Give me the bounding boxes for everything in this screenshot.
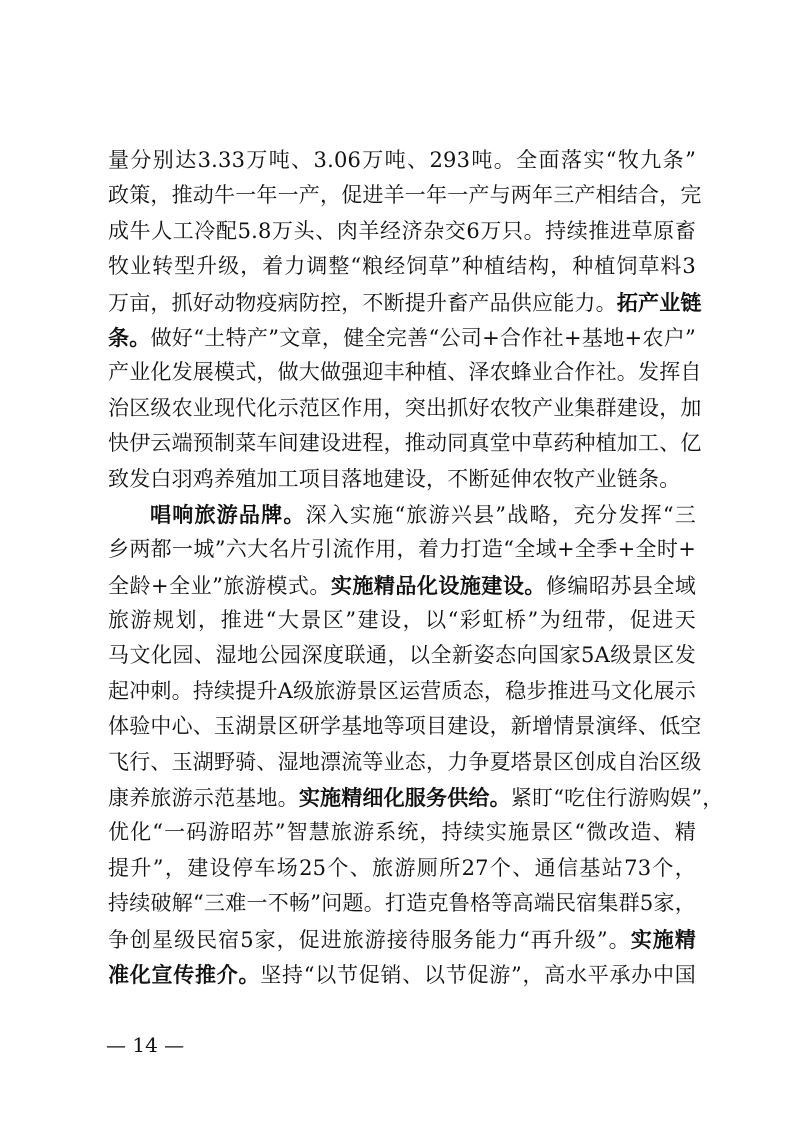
body-text: [108, 143, 724, 992]
text-run: 政策，推动牛一年一产，促进羊一年一产与两年三产相结合，完: [108, 183, 702, 208]
paragraph-tourism: [108, 497, 724, 992]
text-line: [108, 745, 702, 780]
text-run: 产业化发展模式，做大做强迎丰种植、泽农蜂业合作社。发挥自: [108, 360, 702, 385]
text-run: 致发白羽鸡养殖加工项目落地建设，不断延伸农牧产业链条。: [108, 466, 681, 491]
text-run: 快伊云端预制菜车间建设进程，推动同真堂中草药种植加工、亿: [108, 431, 702, 456]
text-line: [108, 815, 696, 850]
bold-heading-run: 实施精品化设施建设。: [330, 572, 546, 598]
text-line: [108, 851, 696, 886]
text-line: [108, 285, 702, 320]
text-line: [108, 214, 696, 249]
text-run: 坚持“以节促销、以节促游”，高水平承办中国: [260, 962, 697, 987]
text-run: 万亩，抓好动物疫病防控，不断提升畜产品供应能力。: [108, 290, 617, 315]
text-run: 牧业转型升级，着力调整“粮经饲草”种植结构，种植饲草料3: [108, 254, 696, 279]
text-run: 争创星级民宿5家，促进旅游接待服务能力“再升级”。: [108, 927, 631, 952]
text-run: 紧盯“吃住行游购娱”，: [510, 786, 724, 811]
text-line: [108, 568, 696, 603]
text-run: 治区级农业现代化示范区作用，突出抓好农牧产业集群建设，加: [108, 395, 702, 420]
text-run: 飞行、玉湖野骑、湿地漂流等业态，力争夏塔景区创成自治区级: [108, 749, 702, 774]
text-run: 提升”，建设停车场25个、旅游厕所27个、通信基站73个，: [108, 855, 696, 880]
text-line: [108, 674, 696, 709]
text-run: 做好“土特产”文章，健全完善“公司+合作社+基地+农户”: [150, 325, 696, 350]
bold-heading-run: 条。: [108, 324, 151, 350]
text-line: [108, 886, 696, 921]
text-line: [108, 391, 702, 426]
text-line: [108, 638, 696, 673]
paragraph-livestock: [108, 143, 702, 497]
text-line: [108, 355, 702, 390]
text-line: [108, 497, 696, 532]
text-run: 全龄+全业”旅游模式。: [108, 573, 331, 598]
text-line: [108, 957, 696, 992]
text-run: 马文化园、湿地公园深度联通，以全新姿态向国家5A级景区发: [108, 643, 696, 668]
text-line: [108, 532, 696, 567]
text-run: 乡两都一城”六大名片引流作用，着力打造“全域+全季+全时+: [108, 537, 696, 562]
text-run: 旅游规划，推进“大景区”建设，以“彩虹桥”为纽带，促进天: [108, 608, 696, 633]
bold-heading-run: 准化宣传推介。: [108, 961, 261, 987]
bold-heading-run: 拓产业链: [616, 289, 702, 315]
text-run: 起冲刺。持续提升A级旅游景区运营质态，稳步推进马文化展示: [108, 678, 696, 703]
text-run: 深入实施“旅游兴县”战略，充分发挥“三: [305, 502, 696, 527]
text-run: 量分别达3.33万吨、3.06万吨、293吨。全面落实“牧九条”: [108, 148, 696, 172]
text-run: 持续破解“三难一不畅”问题。打造克鲁格等高端民宿集群5家，: [108, 891, 696, 916]
text-line: [108, 249, 696, 284]
text-line: [108, 462, 696, 497]
text-run: 优化“一码游昭苏”智慧旅游系统，持续实施景区“微改造、精: [108, 820, 696, 845]
text-line: [108, 143, 696, 178]
text-line: [108, 178, 702, 213]
text-run: 成牛人工冷配5.8万头、肉羊经济杂交6万只。持续推进草原畜: [108, 218, 696, 243]
text-line: [108, 922, 696, 957]
text-line: [108, 426, 702, 461]
text-line: [108, 780, 724, 815]
text-line: [108, 603, 696, 638]
page-number: — 14 —: [106, 1033, 185, 1057]
text-line: [108, 709, 702, 744]
text-run: 康养旅游示范基地。: [108, 786, 299, 811]
bold-heading-run: 唱响旅游品牌。: [150, 501, 306, 527]
bold-heading-run: 实施精: [630, 926, 696, 952]
text-line: [108, 320, 696, 355]
text-run: 修编昭苏县全域: [545, 573, 697, 598]
text-run: 体验中心、玉湖景区研学基地等项目建设，新增情景演绎、低空: [108, 714, 702, 739]
bold-heading-run: 实施精细化服务供给。: [298, 785, 511, 811]
